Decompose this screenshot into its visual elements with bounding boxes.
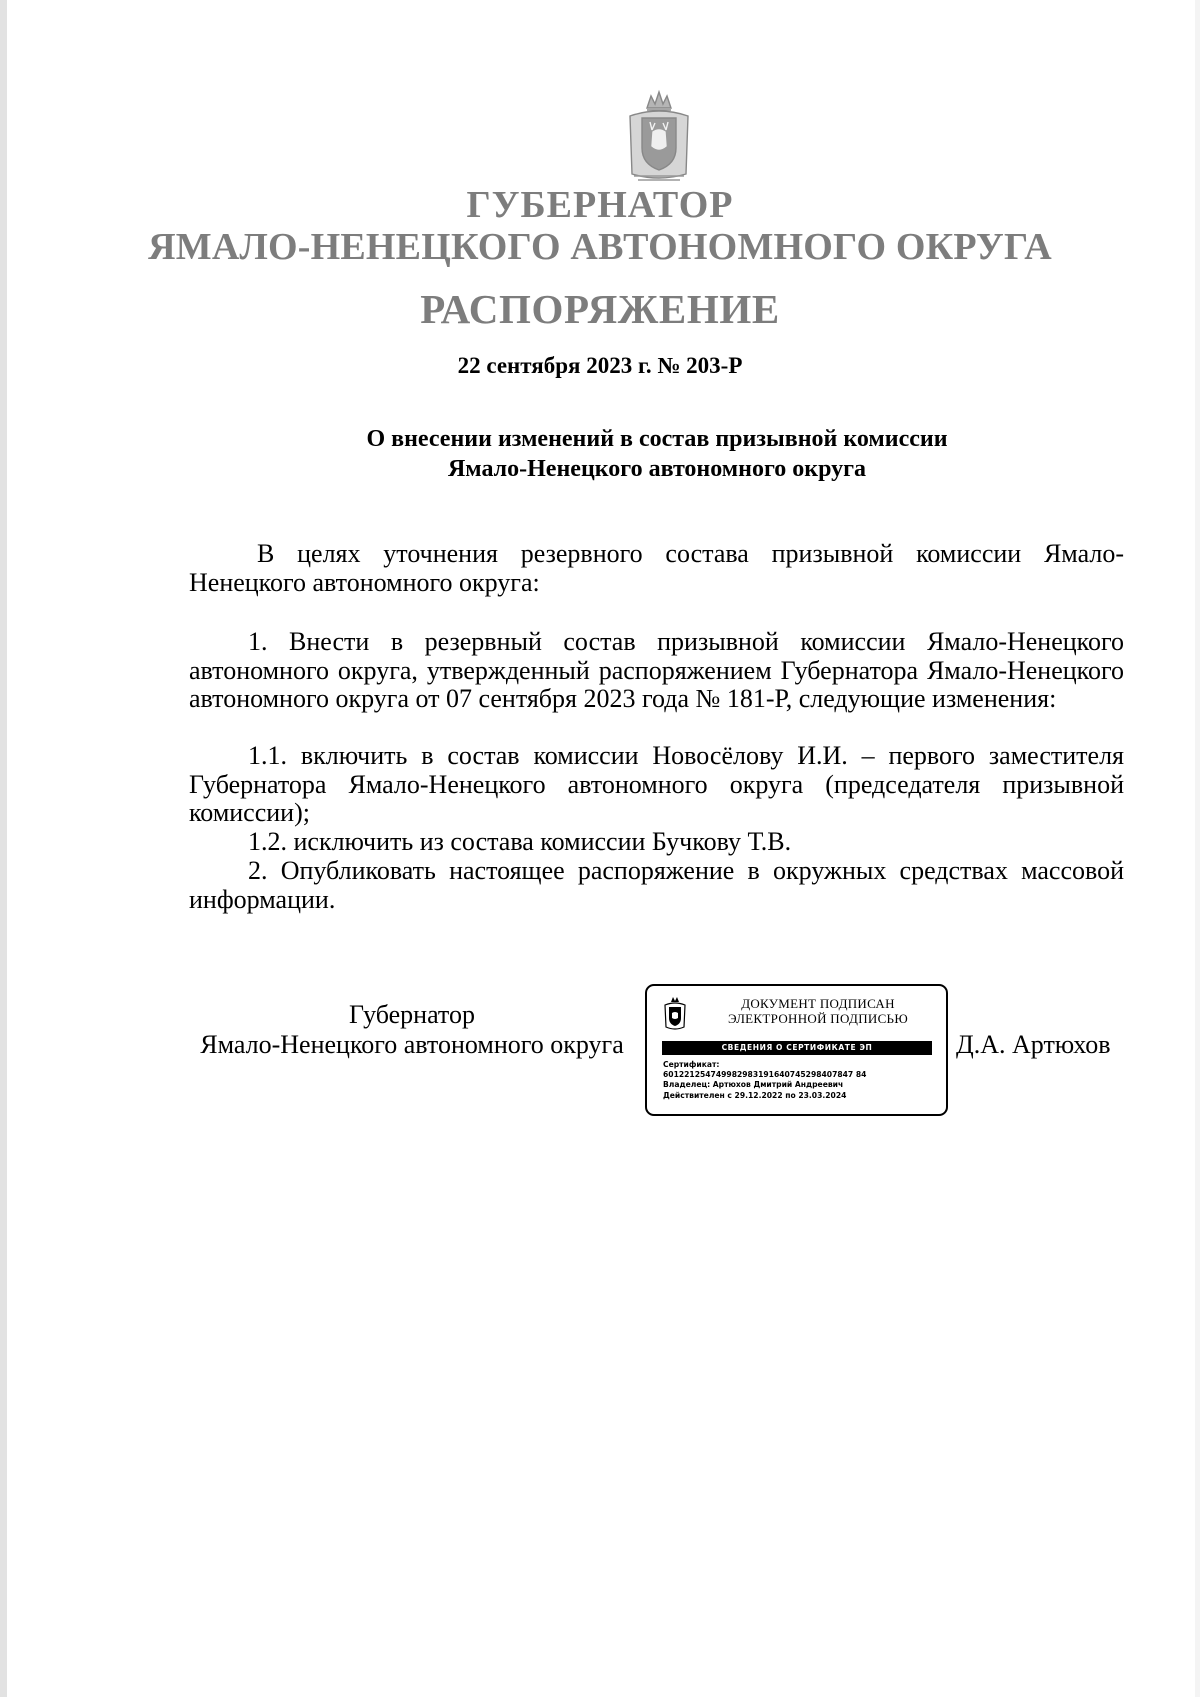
coat-of-arms-emblem-icon [620, 86, 698, 186]
subject-line-1: О внесении изменений в состав призывной комиссии [366, 426, 948, 452]
stamp-certificate-bar: СВЕДЕНИЯ О СЕРТИФИКАТЕ ЭП [662, 1041, 932, 1055]
stamp-coat-of-arms-emblem-icon [662, 996, 688, 1032]
signatory-position-line-1: Губернатор [349, 1000, 475, 1029]
paragraph-item-2: 2. Опубликовать настоящее распоряжение в окружных средствах массовой информации. [189, 856, 1124, 914]
paragraph-intro: В целях уточнения резервного состава призывной комиссии Ямало-Ненецкого автономного округа: [189, 539, 1124, 597]
document-type: РАСПОРЯЖЕНИЕ [420, 286, 780, 332]
document-subject [190, 424, 1124, 484]
stamp-certificate-info [663, 1060, 943, 1101]
paragraph-item-1-1: 1.1. включить в состав комиссии Новосёлову И.И. – первого заместителя Губернатора Ямало-Ненецкого автономного округа (председателя призывной комиссии); [189, 741, 1124, 827]
signatory-position [189, 1000, 635, 1060]
stamp-title-line-1: ДОКУМЕНТ ПОДПИСАН [741, 996, 895, 1011]
authority-title: ГУБЕРНАТОР [466, 184, 734, 226]
subject-line-2: Ямало-Ненецкого автономного округа [447, 456, 867, 482]
paragraph-item-1-2: 1.2. исключить из состава комиссии Бучкову Т.В. [248, 827, 792, 856]
stamp-title-line-2: ЭЛЕКТРОННОЙ ПОДПИСЬЮ [728, 1011, 908, 1026]
stamp-certificate-label: Сертификат: [663, 1060, 720, 1069]
signatory-position-line-2: Ямало-Ненецкого автономного округа [200, 1030, 624, 1059]
stamp-validity: Действителен с 29.12.2022 по 23.03.2024 [663, 1090, 847, 1100]
paragraph-item-1: 1. Внести в резервный состав призывной комиссии Ямало-Ненецкого автономного округа, утвержденный распоряжением Губернатора Ямало-Ненецкого автономного округа от 07 сентября 2023 года № 181-Р, следующие изменения: [189, 627, 1124, 713]
stamp-certificate-number: 601221254749982983191640745298407847 84 [663, 1070, 867, 1080]
electronic-signature-stamp [645, 984, 948, 1116]
authority-region: ЯМАЛО-НЕНЕЦКОГО АВТОНОМНОГО ОКРУГА [148, 226, 1052, 268]
signatory-name: Д.А. Артюхов [956, 1030, 1111, 1059]
stamp-title [699, 996, 937, 1026]
stamp-owner: Владелец: Артюхов Дмитрий Андреевич [663, 1080, 844, 1090]
document-date-number: 22 сентября 2023 г. № 203-Р [457, 353, 743, 378]
